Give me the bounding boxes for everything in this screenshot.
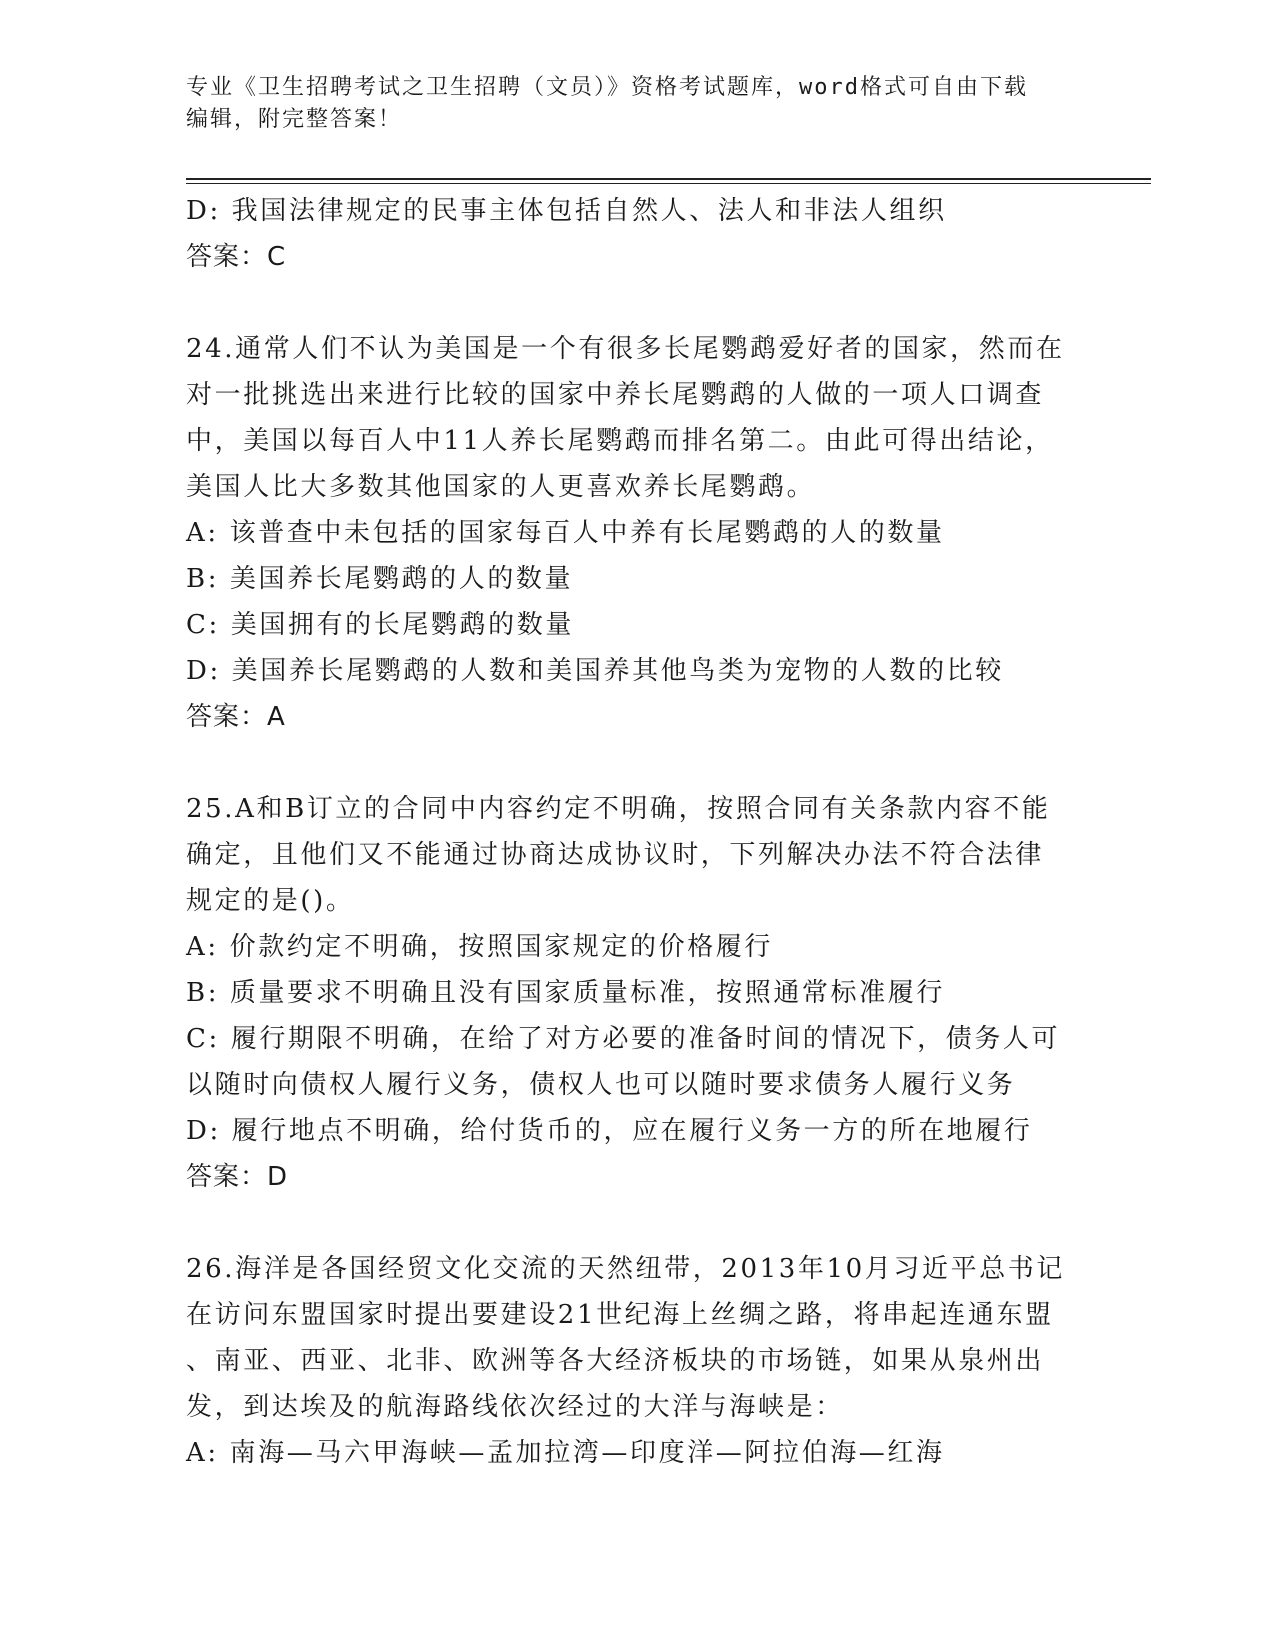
spacer [186, 1200, 1086, 1246]
option-c: C: 履行期限不明确，在给了对方必要的准备时间的情况下，债务人可 [186, 1024, 1061, 1054]
option-b: B: 美国养长尾鹦鹉的人的数量 [186, 564, 574, 594]
question-stem-line: 在访问东盟国家时提出要建设21世纪海上丝绸之路，将串起连通东盟 [186, 1300, 1054, 1330]
question-stem-line: 对一批挑选出来进行比较的国家中养长尾鹦鹉的人做的一项人口调查 [186, 380, 1045, 410]
page-header [186, 72, 1066, 136]
spacer [186, 280, 1086, 326]
question-stem-line: 规定的是()。 [186, 886, 355, 916]
option-d: D: 履行地点不明确，给付货币的，应在履行义务一方的所在地履行 [186, 1116, 1033, 1146]
question-stem-line: 确定，且他们又不能通过协商达成协议时，下列解决办法不符合法律 [186, 840, 1045, 870]
question-24 [186, 326, 1086, 740]
option-a: A: 南海—马六甲海峡—孟加拉湾—印度洋—阿拉伯海—红海 [186, 1438, 945, 1468]
answer: 答案：D [186, 1162, 289, 1192]
option-c-continued: 以随时向债权人履行义务，债权人也可以随时要求债务人履行义务 [186, 1070, 1016, 1100]
option-a: A: 价款约定不明确，按照国家规定的价格履行 [186, 932, 774, 962]
option-a: A: 该普查中未包括的国家每百人中养有长尾鹦鹉的人的数量 [186, 518, 945, 548]
document-body [186, 188, 1086, 1476]
answer: 答案：A [186, 702, 286, 732]
option-d: D: 美国养长尾鹦鹉的人数和美国养其他鸟类为宠物的人数的比较 [186, 656, 1004, 686]
question-stem-line: 、南亚、西亚、北非、欧洲等各大经济板块的市场链，如果从泉州出 [186, 1346, 1045, 1376]
question-23 [186, 188, 1086, 280]
question-stem-line: 26.海洋是各国经贸文化交流的天然纽带，2013年10月习近平总书记 [186, 1254, 1066, 1284]
header-rule [186, 178, 1151, 180]
option-d: D: 我国法律规定的民事主体包括自然人、法人和非法人组织 [186, 196, 947, 226]
header-rule-secondary [186, 183, 1151, 184]
header-line-1: 专业《卫生招聘考试之卫生招聘（文员）》资格考试题库，word格式可自由下载 [186, 75, 1028, 100]
header-line-2: 编辑，附完整答案！ [186, 107, 403, 132]
question-25 [186, 786, 1086, 1200]
question-stem-line: 25.A和B订立的合同中内容约定不明确，按照合同有关条款内容不能 [186, 794, 1051, 824]
question-26 [186, 1246, 1086, 1476]
answer: 答案：C [186, 242, 287, 272]
option-b: B: 质量要求不明确且没有国家质量标准，按照通常标准履行 [186, 978, 945, 1008]
option-c: C: 美国拥有的长尾鹦鹉的数量 [186, 610, 574, 640]
question-stem-line: 24.通常人们不认为美国是一个有很多长尾鹦鹉爱好者的国家，然而在 [186, 334, 1065, 364]
spacer [186, 740, 1086, 786]
question-stem-line: 美国人比大多数其他国家的人更喜欢养长尾鹦鹉。 [186, 472, 816, 502]
question-stem-line: 中，美国以每百人中11人养长尾鹦鹉而排名第二。由此可得出结论， [186, 426, 1054, 456]
question-stem-line: 发，到达埃及的航海路线依次经过的大洋与海峡是： [186, 1392, 844, 1422]
